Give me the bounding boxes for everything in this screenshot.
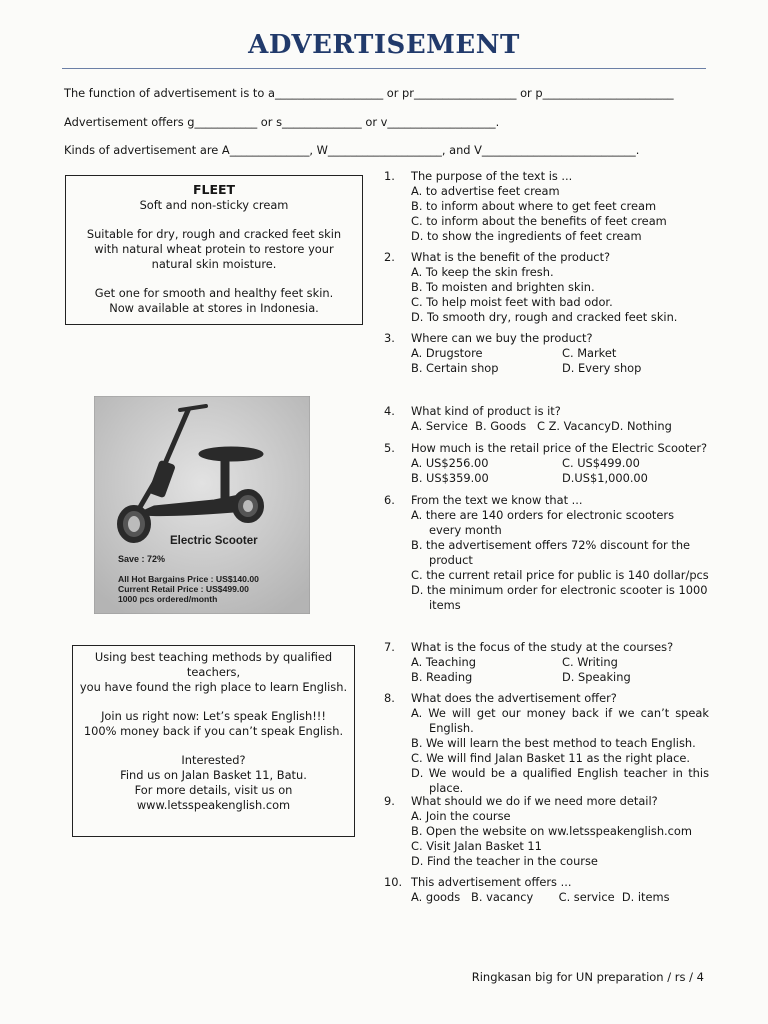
answer-option: A. To keep the skin fresh. [411,265,554,279]
answer-option: C. We will find Jalan Basket 11 as the right place. [411,751,691,765]
question-stem: The purpose of the text is ... [411,169,573,183]
question-stem: What kind of product is it? [411,404,561,418]
course-ad-box [72,645,355,837]
question-number: 5. [384,441,395,455]
question-number: 10. [384,875,403,889]
answer-option: B. US$359.00 [411,471,489,485]
scooter-ad-name: Electric Scooter [170,535,258,547]
scooter-ad-retail-price: Current Retail Price : US$499.00 [118,584,249,594]
question-number: 3. [384,331,395,345]
question-3 [384,331,709,376]
answer-option: B. We will learn the best method to teach English. [411,736,696,750]
answer-option: A. Join the course [411,809,511,823]
answer-option: B. Open the website on ww.letsspeakenglish.com [411,824,692,838]
question-number: 1. [384,169,395,183]
answer-option: C. Market [562,346,617,360]
question-8 [384,691,709,796]
scooter-illustration [94,396,310,614]
course-ad-intro-line: Using best teaching methods by qualified [94,650,333,664]
scooter-ad-photo [94,396,310,614]
fleet-ad-name: FLEET [192,182,236,197]
answer-option: B. Certain shop [411,361,499,375]
fleet-ad-box [65,175,363,325]
question-stem: This advertisement offers ... [411,875,572,889]
answer-option: D. Every shop [562,361,642,375]
answer-option: A. goods B. vacancy C. service D. items [411,890,670,904]
fleet-ad-closing-line: Now available at stores in Indonesia. [109,301,319,315]
answer-option: B. To moisten and brighten skin. [411,280,595,294]
course-ad-contact-line: Interested? [181,753,246,767]
question-number: 7. [384,640,395,654]
course-ad-join-line: 100% money back if you can’t speak English. [83,724,344,738]
course-ad-website: www.letsspeakenglish.com [136,798,291,812]
answer-option: A. to advertise feet cream [411,184,560,198]
answer-option: C. Visit Jalan Basket 11 [411,839,542,853]
fleet-ad-body-line: Suitable for dry, rough and cracked feet skin [86,227,342,241]
fill-line-kinds: Kinds of advertisement are A______________, W____________________, and V___________________________. [64,143,640,157]
fleet-ad-body-line: with natural wheat protein to restore your [94,242,334,256]
question-stem: What does the advertisement offer? [411,691,617,705]
scooter-ad-save: Save : 72% [118,554,166,564]
question-stem: What is the benefit of the product? [411,250,611,264]
question-number: 4. [384,404,395,418]
answer-option: A. Service B. Goods C Z. VacancyD. Nothing [411,419,672,433]
question-stem: How much is the retail price of the Electric Scooter? [411,441,708,455]
question-10 [384,875,709,905]
question-number: 9. [384,794,395,808]
answer-option: D. Speaking [562,670,631,684]
fleet-ad-closing-line: Get one for smooth and healthy feet skin. [94,286,334,300]
question-1 [384,169,709,244]
course-ad-intro-line: teachers, [186,665,241,679]
question-number: 6. [384,493,395,507]
answer-option: C. Writing [562,655,618,669]
question-stem: What is the focus of the study at the courses? [411,640,674,654]
question-9 [384,794,709,869]
answer-option: A. Teaching [411,655,476,669]
answer-option: D. To smooth dry, rough and cracked feet skin. [411,310,678,324]
answer-option: B. Reading [411,670,473,684]
course-ad-join-line: Join us right now: Let’s speak English!!! [101,709,326,723]
question-stem: From the text we know that ... [411,493,583,507]
answer-option: C. to inform about the benefits of feet cream [411,214,667,228]
answer-option: A. Drugstore [411,346,483,360]
question-7 [384,640,709,685]
question-number: 2. [384,250,395,264]
answer-option: D. Find the teacher in the course [411,854,598,868]
question-2 [384,250,709,325]
question-stem: Where can we buy the product? [411,331,593,345]
answer-option: C. US$499.00 [562,456,640,470]
answer-option: B. the advertisement offers 72% discount for the product [411,538,691,567]
page-footer: Ringkasan big for UN preparation / rs / 4 [471,970,704,984]
question-6 [384,493,709,613]
answer-option: D. to show the ingredients of feet cream [411,229,642,243]
fleet-ad-body-line: natural skin moisture. [151,257,277,271]
answer-option: C. the current retail price for public is 140 dollar/pcs [411,568,709,582]
scooter-ad-hot-price: All Hot Bargains Price : US$140.00 [118,574,259,584]
answer-option: D.US$1,000.00 [562,471,648,485]
answer-option: A. We will get our money back if we can’t speak English. [411,706,709,735]
fill-line-offers: Advertisement offers g___________ or s______________ or v___________________. [64,115,500,129]
answer-option: D. the minimum order for electronic scooter is 1000 items [411,583,708,612]
question-5 [384,441,709,486]
answer-option: D. We would be a qualified English teacher in this place. [411,766,709,795]
fleet-ad-tagline: Soft and non-sticky cream [139,198,289,212]
title-divider [62,68,706,69]
scooter-ad-orders: 1000 pcs ordered/month [118,594,218,604]
answer-option: B. to inform about where to get feet cream [411,199,657,213]
answer-option: C. To help moist feet with bad odor. [411,295,613,309]
course-ad-intro-line: you have found the righ place to learn English. [79,680,348,694]
fill-line-function: The function of advertisement is to a___________________ or pr__________________ or p_______________________ [64,86,674,100]
page-title: ADVERTISEMENT [248,30,520,60]
question-4 [384,404,709,434]
answer-option: A. US$256.00 [411,456,489,470]
question-number: 8. [384,691,395,705]
course-ad-contact-line: Find us on Jalan Basket 11, Batu. [120,768,307,782]
question-stem: What should we do if we need more detail? [411,794,658,808]
answer-option: A. there are 140 orders for electronic scooters every month [411,508,675,537]
course-ad-contact-line: For more details, visit us on [134,783,293,797]
